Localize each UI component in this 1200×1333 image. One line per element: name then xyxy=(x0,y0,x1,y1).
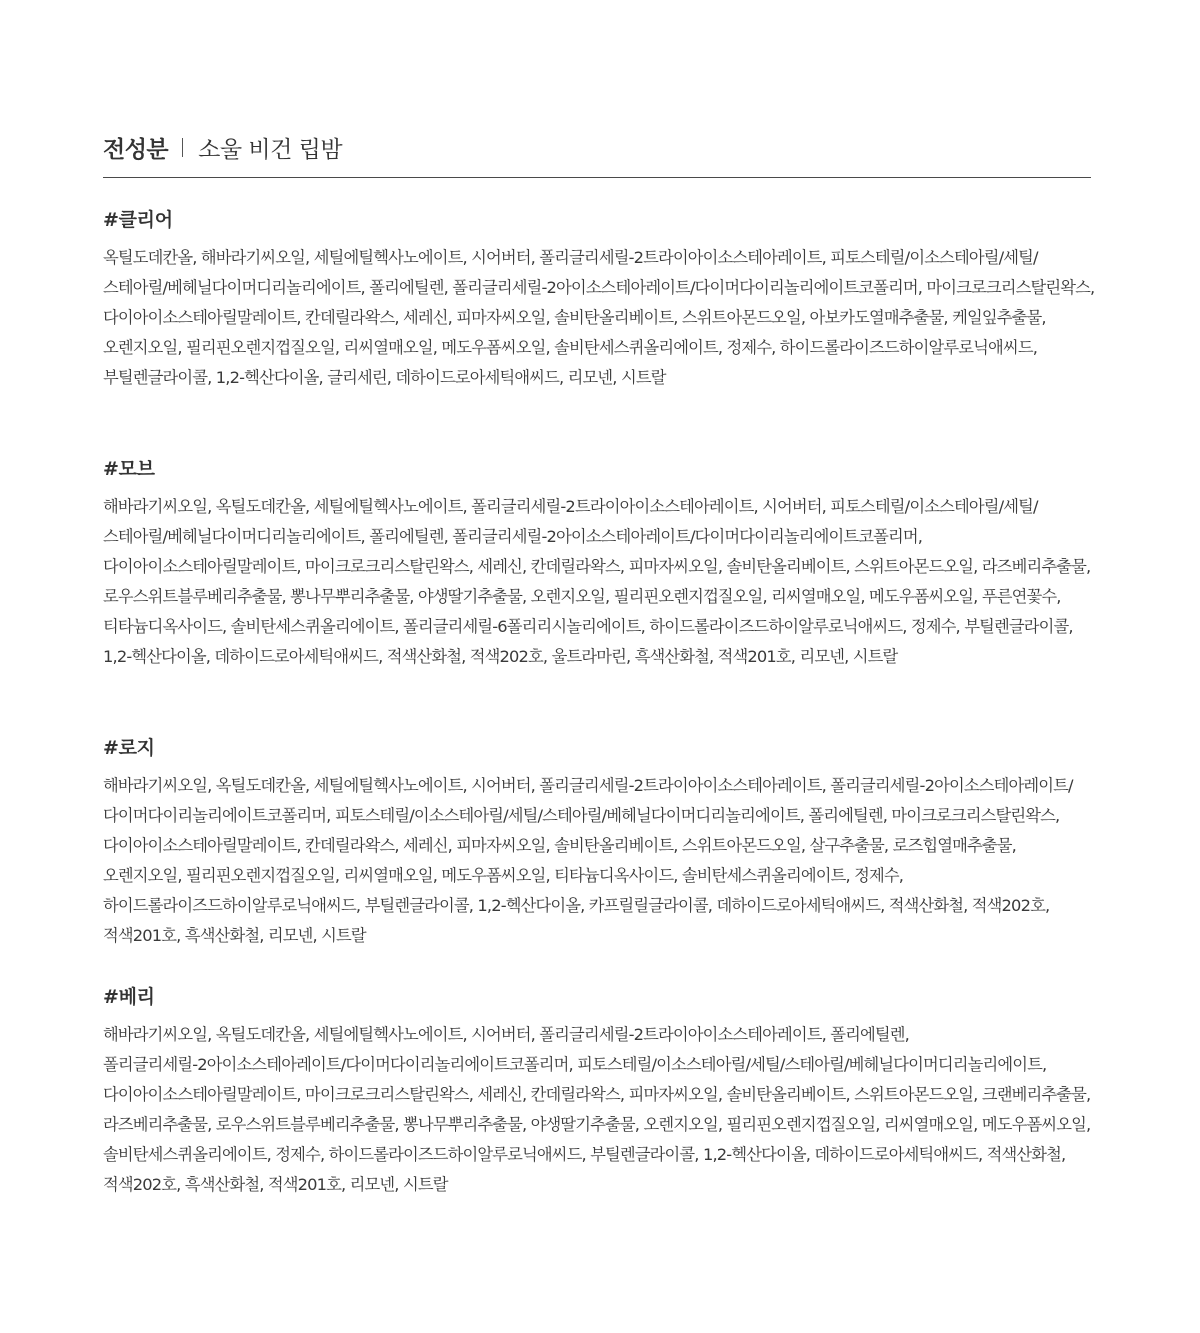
shade-section-clear xyxy=(103,207,1097,393)
ingredient-list: 해바라기씨오일, 옥틸도데칸올, 세틸에틸헥사노에이트, 폴리글리세릴-2트라이아이소스테아레이트, 시어버터, 피토스테릴/이소스테아릴/세틸/스테아릴/베헤닐다이머디리놀리에이트, 폴리에틸렌, 폴리글리세릴-2아이소스테아레이트/다이머다이리놀리에이트코폴리머, 다이아이소스테아릴말레이트, 마이크로크리스탈린왁스, 세레신, 칸데릴라왁스, 피마자씨오일, 솔비탄올리베이트, 스위트아몬드오일, 라즈베리추출물, 로우스위트블루베리추출물, 뽕나무뿌리추출물, 야생딸기추출물, 오렌지오일, 필리핀오렌지껍질오일, 리씨열매오일, 메도우폼씨오일, 푸른연꽃수, 티타늄디옥사이드, 솔비탄세스퀴올리에이트, 폴리글리세릴-6폴리리시놀리에이트, 하이드롤라이즈드하이알루로닉애씨드, 정제수, 부틸렌글라이콜, 1,2-헥산다이올, 데하이드로아세틱애씨드, 적색산화철, 적색202호, 울트라마린, 흑색산화철, 적색201호, 리모넨, 시트랄 xyxy=(103,497,1091,666)
ingredient-list: 옥틸도데칸올, 해바라기씨오일, 세틸에틸헥사노에이트, 시어버터, 폴리글리세릴-2트라이아이소스테아레이트, 피토스테릴/이소스테아릴/세틸/스테아릴/베헤닐다이머디리놀리에이트, 폴리에틸렌, 폴리글리세릴-2아이소스테아레이트/다이머다이리놀리에이트코폴리머, 마이크로크리스탈린왁스, 다이아이소스테아릴말레이트, 칸데릴라왁스, 세레신, 피마자씨오일, 솔비탄올리베이트, 스위트아몬드오일, 아보카도열매추출물, 케일잎추출물, 오렌지오일, 필리핀오렌지껍질오일, 리씨열매오일, 메도우폼씨오일, 솔비탄세스퀴올리에이트, 정제수, 하이드롤라이즈드하이알루로닉애씨드, 부틸렌글라이콜, 1,2-헥산다이올, 글리세린, 데하이드로아세틱애씨드, 리모넨, 시트랄 xyxy=(103,248,1095,387)
ingredient-list: 해바라기씨오일, 옥틸도데칸올, 세틸에틸헥사노에이트, 시어버터, 폴리글리세릴-2트라이아이소스테아레이트, 폴리에틸렌, 폴리글리세릴-2아이소스테아레이트/다이머다이리놀리에이트코폴리머, 피토스테릴/이소스테아릴/세틸/스테아릴/베헤닐다이머디리놀리에이트, 다이아이소스테아릴말레이트, 마이크로크리스탈린왁스, 세레신, 칸데릴라왁스, 피마자씨오일, 솔비탄올리베이트, 스위트아몬드오일, 크랜베리추출물, 라즈베리추출물, 로우스위트블루베리추출물, 뽕나무뿌리추출물, 야생딸기추출물, 오렌지오일, 필리핀오렌지껍질오일, 리씨열매오일, 메도우폼씨오일, 솔비탄세스퀴올리에이트, 정제수, 하이드롤라이즈드하이알루로닉애씨드, 부틸렌글라이콜, 1,2-헥산다이올, 데하이드로아세틱애씨드, 적색산화철, 적색202호, 흑색산화철, 적색201호, 리모넨, 시트랄 xyxy=(103,1025,1091,1194)
section-title: #로지 xyxy=(103,737,155,759)
shade-section-berry xyxy=(103,984,1097,1200)
section-title: #베리 xyxy=(103,986,155,1008)
header-divider xyxy=(103,177,1091,178)
shade-section-rosy xyxy=(103,735,1097,951)
title-separator xyxy=(182,138,183,157)
page-title: 전성분 xyxy=(103,136,169,163)
section-title: #클리어 xyxy=(103,209,173,231)
section-title: #모브 xyxy=(103,458,155,480)
product-name: 소울 비건 립밤 xyxy=(198,136,343,163)
page-header xyxy=(103,130,1091,164)
shade-section-mauve xyxy=(103,456,1097,672)
ingredient-list: 해바라기씨오일, 옥틸도데칸올, 세틸에틸헥사노에이트, 시어버터, 폴리글리세릴-2트라이아이소스테아레이트, 폴리글리세릴-2아이소스테아레이트/다이머다이리놀리에이트코폴리머, 피토스테릴/이소스테아릴/세틸/스테아릴/베헤닐다이머디리놀리에이트, 폴리에틸렌, 마이크로크리스탈린왁스, 다이아이소스테아릴말레이트, 칸데릴라왁스, 세레신, 피마자씨오일, 솔비탄올리베이트, 스위트아몬드오일, 살구추출물, 로즈힙열매추출물, 오렌지오일, 필리핀오렌지껍질오일, 리씨열매오일, 메도우폼씨오일, 티타늄디옥사이드, 솔비탄세스퀴올리에이트, 정제수, 하이드롤라이즈드하이알루로닉애씨드, 부틸렌글라이콜, 1,2-헥산다이올, 카프릴릴글라이콜, 데하이드로아세틱애씨드, 적색산화철, 적색202호, 적색201호, 흑색산화철, 리모넨, 시트랄 xyxy=(103,776,1073,945)
